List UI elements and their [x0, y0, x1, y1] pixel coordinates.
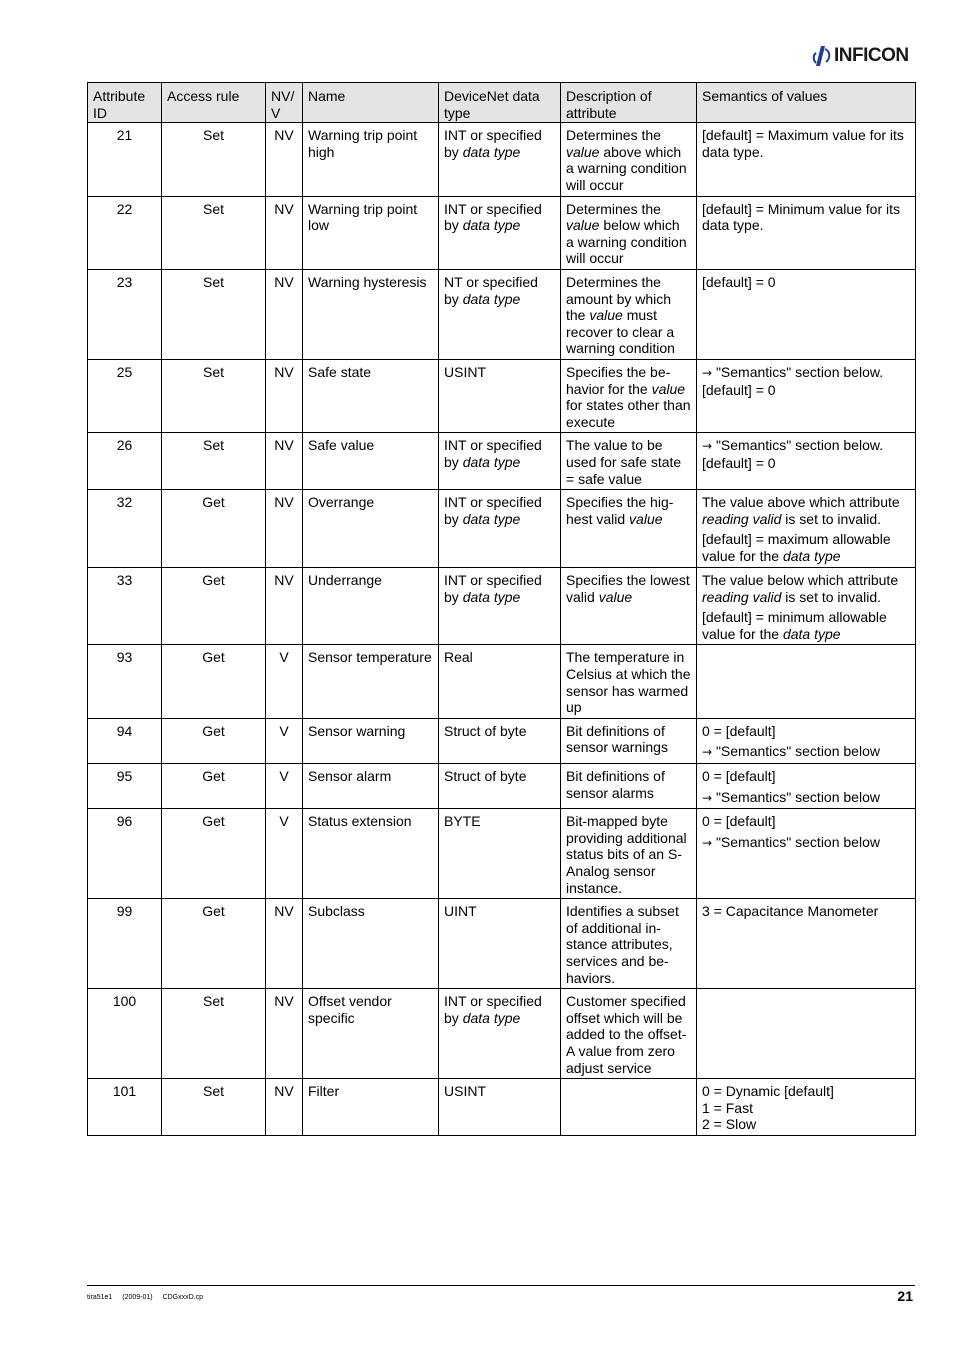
cell-data-type: [439, 718, 561, 763]
cell-nv-v: NV: [266, 1079, 303, 1136]
cell-access-rule: Get: [162, 718, 266, 763]
semantics-line: [702, 455, 910, 472]
cell-semantics: [697, 718, 916, 763]
cell-name: Sensor alarm: [303, 764, 439, 809]
table-row: [88, 269, 916, 359]
text-run: Struct of byte: [444, 722, 527, 739]
arrow-right-icon: →: [702, 835, 713, 850]
semantics-line: [702, 364, 910, 382]
cell-description: [561, 809, 697, 899]
table-row: [88, 645, 916, 718]
cell-attribute-id: 96: [88, 809, 162, 899]
table-row: [88, 764, 916, 809]
cell-data-type: [439, 269, 561, 359]
cell-nv-v: NV: [266, 433, 303, 490]
cell-description: [561, 1079, 697, 1136]
text-run: Determines the amount by which the: [566, 273, 672, 324]
cell-nv-v: NV: [266, 269, 303, 359]
cell-data-type: [439, 1079, 561, 1136]
cell-name: Warning trip point high: [303, 123, 439, 196]
italic-term: reading valid: [702, 588, 782, 605]
text-run: [default] = maximum allowable value for the: [702, 531, 891, 564]
semantics-line: [702, 768, 910, 785]
cell-description: [561, 359, 697, 432]
arrow-right-icon: →: [702, 365, 713, 380]
table-header-row: [88, 83, 916, 123]
semantics-line: [702, 903, 910, 920]
cell-data-type: [439, 764, 561, 809]
cell-description: [561, 989, 697, 1079]
cell-semantics: [697, 490, 916, 568]
text-run: Customer specified offset which will be added to the offset-A value from zero adjust service: [566, 993, 687, 1076]
text-run: 1 = Fast: [702, 1099, 753, 1116]
cell-attribute-id: 100: [88, 989, 162, 1079]
cell-semantics: [697, 433, 916, 490]
text-run: is set to invalid.: [781, 510, 881, 527]
semantics-line: [702, 813, 910, 830]
cell-semantics: [697, 809, 916, 899]
semantics-line: [702, 494, 910, 527]
cell-name: Sensor warning: [303, 718, 439, 763]
cell-access-rule: Set: [162, 123, 266, 196]
cell-name: Status extension: [303, 809, 439, 899]
semantics-line: [702, 437, 910, 455]
cell-nv-v: V: [266, 718, 303, 763]
text-run: Bit-mapped byte providing additional status bits of an S-Analog sensor instance.: [566, 813, 687, 896]
cell-attribute-id: 95: [88, 764, 162, 809]
cell-nv-v: NV: [266, 490, 303, 568]
italic-term: data type: [462, 510, 521, 527]
semantics-line: [702, 834, 910, 852]
cell-semantics: [697, 1079, 916, 1136]
cell-name: Safe value: [303, 433, 439, 490]
text-run: "Semantics" section below: [712, 833, 880, 850]
text-run: 2 = Slow: [702, 1116, 757, 1133]
text-run: BYTE: [444, 813, 481, 830]
cell-attribute-id: 93: [88, 645, 162, 718]
text-run: 0 = [default]: [702, 722, 776, 739]
italic-term: data type: [462, 588, 521, 605]
text-run: [default] = 0: [702, 273, 776, 290]
italic-term: data type: [462, 1009, 521, 1026]
cell-access-rule: Get: [162, 645, 266, 718]
text-run: Real: [444, 649, 473, 666]
text-run: "Semantics" section below.: [712, 437, 884, 454]
cell-attribute-id: 33: [88, 568, 162, 645]
cell-access-rule: Set: [162, 433, 266, 490]
cell-nv-v: V: [266, 764, 303, 809]
text-run: INT or specified by: [444, 993, 542, 1026]
header-nv-v: NV/ V: [266, 83, 303, 123]
cell-name: Safe state: [303, 359, 439, 432]
footer-date: (2009-01): [122, 1294, 153, 1301]
text-run: 3 = Capacitance Manometer: [702, 903, 879, 920]
text-run: The value below which attribute: [702, 572, 899, 589]
table-row: [88, 123, 916, 196]
italic-term: data type: [462, 290, 521, 307]
italic-term: reading valid: [702, 510, 782, 527]
italic-term: data type: [782, 625, 841, 642]
page-number: 21: [897, 1288, 913, 1304]
cell-access-rule: Get: [162, 899, 266, 989]
italic-term: data type: [782, 547, 841, 564]
table-row: [88, 989, 916, 1079]
footer-rule: [87, 1285, 915, 1286]
cell-name: Offset vendor specific: [303, 989, 439, 1079]
text-run: [default] = 0: [702, 381, 776, 398]
cell-nv-v: V: [266, 809, 303, 899]
cell-data-type: [439, 989, 561, 1079]
table-row: [88, 490, 916, 568]
semantics-line: [702, 1100, 910, 1117]
text-run: Struct of byte: [444, 768, 527, 785]
footer-doc-info: [87, 1294, 211, 1301]
cell-attribute-id: 32: [88, 490, 162, 568]
cell-description: [561, 196, 697, 269]
cell-semantics: [697, 568, 916, 645]
cell-semantics: [697, 196, 916, 269]
semantics-line: [702, 1083, 910, 1100]
text-run: The temperature in Celsius at which the sensor has warmed up: [566, 649, 691, 716]
text-run: UINT: [444, 903, 477, 920]
text-run: "Semantics" section below: [712, 788, 880, 805]
cell-access-rule: Set: [162, 196, 266, 269]
table-row: [88, 359, 916, 432]
text-run: Bit definitions of sensor alarms: [566, 768, 665, 801]
cell-attribute-id: 99: [88, 899, 162, 989]
cell-semantics: [697, 123, 916, 196]
header-semantics: Semantics of values: [697, 83, 916, 123]
table-row: [88, 718, 916, 763]
cell-data-type: [439, 645, 561, 718]
table-row: [88, 899, 916, 989]
cell-description: [561, 490, 697, 568]
cell-semantics: [697, 645, 916, 718]
cell-data-type: [439, 490, 561, 568]
inficon-logo-text: INFICON: [834, 45, 909, 66]
cell-description: [561, 568, 697, 645]
cell-data-type: [439, 359, 561, 432]
cell-attribute-id: 25: [88, 359, 162, 432]
text-run: INT or specified by: [444, 127, 542, 160]
text-run: The value above which attribute: [702, 494, 900, 511]
text-run: USINT: [444, 363, 486, 380]
cell-name: Underrange: [303, 568, 439, 645]
text-run: [default] = minimum allowable value for the: [702, 609, 887, 642]
table-row: [88, 196, 916, 269]
text-run: 0 = Dynamic [default]: [702, 1083, 834, 1100]
cell-access-rule: Set: [162, 1079, 266, 1136]
text-run: NT or specified by: [444, 273, 538, 307]
italic-term: value: [651, 380, 686, 397]
table-row: [88, 1079, 916, 1136]
text-run: INT or specified by: [444, 200, 542, 234]
text-run: 0 = [default]: [702, 813, 776, 830]
arrow-right-icon: →: [702, 439, 713, 454]
cell-attribute-id: 94: [88, 718, 162, 763]
text-run: must recover to clear a warning condition: [566, 307, 675, 357]
cell-attribute-id: 101: [88, 1079, 162, 1136]
italic-term: data type: [462, 143, 521, 160]
cell-name: Warning trip point low: [303, 196, 439, 269]
cell-nv-v: NV: [266, 123, 303, 196]
italic-term: value: [589, 307, 623, 324]
cell-nv-v: NV: [266, 568, 303, 645]
header-description: Description of attribute: [561, 83, 697, 123]
inficon-logo-icon: [812, 45, 832, 67]
cell-semantics: [697, 989, 916, 1079]
cell-access-rule: Set: [162, 989, 266, 1079]
cell-attribute-id: 22: [88, 196, 162, 269]
header-access-rule: Access rule: [162, 83, 266, 123]
cell-name: Sensor temperature: [303, 645, 439, 718]
semantics-line: [702, 572, 910, 605]
text-run: above which a warning condition will occur: [566, 143, 687, 193]
table-row: [88, 568, 916, 645]
text-run: Identifies a subset of additional in-stance attributes, services and be-haviors.: [566, 903, 679, 986]
cell-nv-v: NV: [266, 196, 303, 269]
semantics-line: [702, 127, 910, 160]
cell-description: [561, 123, 697, 196]
cell-access-rule: Get: [162, 568, 266, 645]
table-row: [88, 433, 916, 490]
footer-doc-code: tira51e1: [87, 1294, 113, 1301]
footer-file: CDGxxxD.cp: [162, 1294, 204, 1301]
cell-attribute-id: 23: [88, 269, 162, 359]
cell-attribute-id: 26: [88, 433, 162, 490]
header-name: Name: [303, 83, 439, 123]
cell-semantics: [697, 899, 916, 989]
cell-description: [561, 764, 697, 809]
cell-description: [561, 899, 697, 989]
italic-term: data type: [462, 217, 521, 234]
text-run: Bit definitions of sensor warnings: [566, 722, 668, 756]
semantics-line: [702, 723, 910, 740]
inficon-logo: [812, 44, 909, 68]
text-run: Determines the: [566, 127, 661, 144]
text-run: 0 = [default]: [702, 768, 776, 785]
cell-name: Warning hysteresis: [303, 269, 439, 359]
cell-description: [561, 433, 697, 490]
table-row: [88, 809, 916, 899]
text-run: INT or specified by: [444, 572, 542, 605]
cell-data-type: [439, 123, 561, 196]
cell-data-type: [439, 899, 561, 989]
text-run: The value to be used for safe state = safe value: [566, 437, 682, 487]
text-run: USINT: [444, 1083, 486, 1100]
cell-access-rule: Set: [162, 359, 266, 432]
cell-nv-v: V: [266, 645, 303, 718]
text-run: [default] = 0: [702, 454, 776, 471]
text-run: "Semantics" section below.: [712, 363, 884, 380]
semantics-line: [702, 201, 910, 234]
cell-access-rule: Get: [162, 809, 266, 899]
text-run: Specifies the hig-hest valid: [566, 494, 674, 527]
cell-name: Filter: [303, 1079, 439, 1136]
semantics-line: [702, 274, 910, 291]
cell-description: [561, 645, 697, 718]
cell-data-type: [439, 433, 561, 490]
cell-attribute-id: 21: [88, 123, 162, 196]
text-run: for states other than execute: [566, 397, 691, 430]
cell-semantics: [697, 269, 916, 359]
cell-data-type: [439, 196, 561, 269]
semantics-line: [702, 789, 910, 807]
semantics-line: [702, 1116, 910, 1133]
cell-nv-v: NV: [266, 989, 303, 1079]
semantics-line: [702, 609, 910, 642]
cell-access-rule: Get: [162, 490, 266, 568]
text-run: Specifies the lowest valid: [566, 572, 690, 605]
text-run: Specifies the be-havior for the: [566, 363, 671, 397]
text-run: INT or specified by: [444, 494, 542, 527]
cell-name: Subclass: [303, 899, 439, 989]
italic-term: value: [598, 588, 633, 605]
text-run: [default] = Minimum value for its data type.: [702, 200, 901, 234]
semantics-line: [702, 743, 910, 761]
cell-access-rule: Set: [162, 269, 266, 359]
cell-description: [561, 269, 697, 359]
arrow-right-icon: →: [702, 745, 713, 760]
cell-nv-v: NV: [266, 899, 303, 989]
header-data-type: DeviceNet data type: [439, 83, 561, 123]
cell-semantics: [697, 359, 916, 432]
italic-term: value: [629, 510, 663, 527]
text-run: "Semantics" section below: [712, 743, 880, 760]
cell-description: [561, 718, 697, 763]
cell-data-type: [439, 809, 561, 899]
semantics-line: [702, 531, 910, 564]
italic-term: data type: [462, 453, 521, 470]
text-run: below which a warning condition will occur: [566, 217, 687, 267]
italic-term: value: [566, 217, 600, 234]
arrow-right-icon: →: [702, 790, 713, 805]
cell-nv-v: NV: [266, 359, 303, 432]
text-run: is set to invalid.: [781, 588, 881, 605]
text-run: [default] = Maximum value for its data type.: [702, 127, 904, 160]
semantics-line: [702, 382, 910, 399]
text-run: INT or specified by: [444, 437, 542, 470]
cell-access-rule: Get: [162, 764, 266, 809]
cell-semantics: [697, 764, 916, 809]
italic-term: value: [566, 143, 600, 160]
cell-name: Overrange: [303, 490, 439, 568]
attribute-table: [87, 82, 916, 1136]
text-run: Determines the: [566, 200, 661, 217]
cell-data-type: [439, 568, 561, 645]
header-attribute-id: Attribute ID: [88, 83, 162, 123]
